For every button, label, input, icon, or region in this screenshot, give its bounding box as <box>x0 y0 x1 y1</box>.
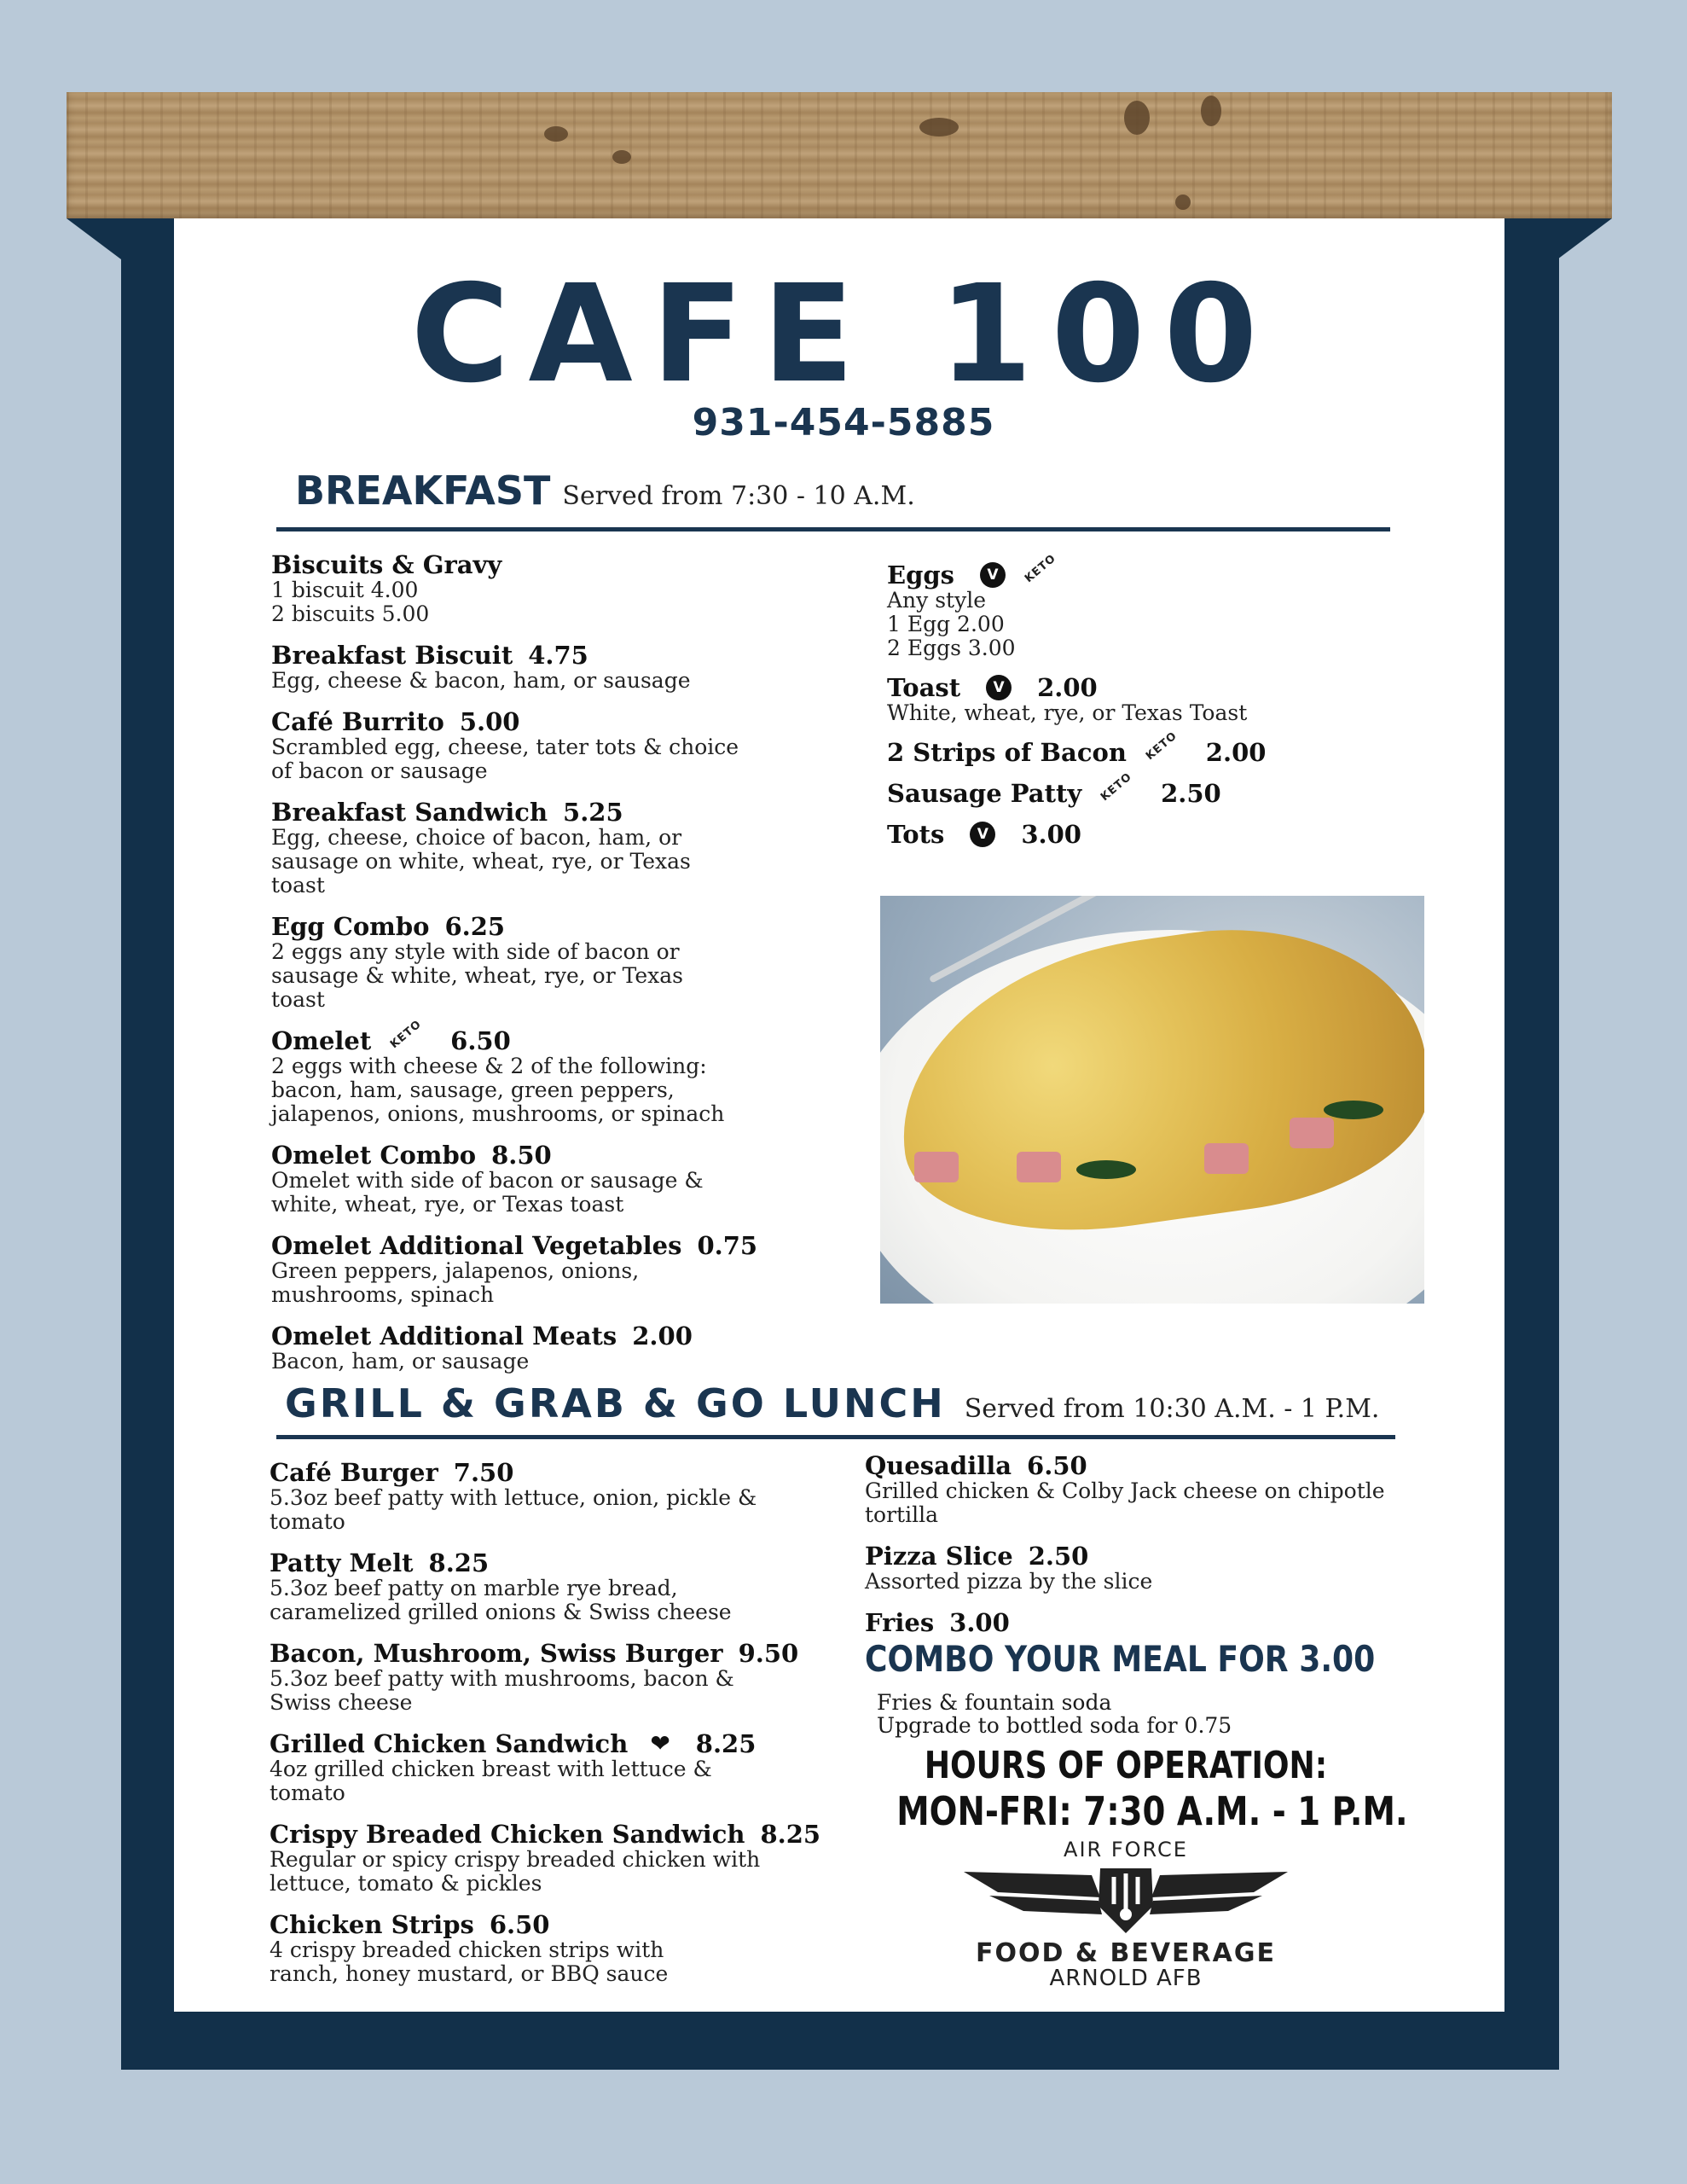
menu-item <box>270 1640 849 1715</box>
wood-knot <box>1201 96 1221 126</box>
menu-item-title <box>271 799 817 826</box>
item-price: 8.50 <box>491 1141 552 1170</box>
item-description: white, wheat, rye, or Texas toast <box>271 1192 624 1217</box>
menu-item <box>271 913 817 1012</box>
item-description: tomato <box>270 1780 345 1805</box>
vegetarian-icon: V <box>970 822 995 847</box>
item-name: 2 Strips of Bacon <box>887 738 1127 767</box>
item-description: Regular or spicy crispy breaded chicken with <box>270 1847 761 1872</box>
item-price: 8.25 <box>695 1729 757 1758</box>
item-price: 5.00 <box>459 707 520 736</box>
item-name: Omelet Combo <box>271 1141 477 1170</box>
menu-item-title <box>271 1232 817 1259</box>
item-description: tortilla <box>865 1502 938 1527</box>
item-description: caramelized grilled onions & Swiss cheese <box>270 1600 732 1624</box>
item-description: of bacon or sausage <box>271 758 488 783</box>
menu-item-title <box>887 770 1433 808</box>
item-name: Crispy Breaded Chicken Sandwich <box>270 1820 745 1849</box>
menu-item <box>271 1018 817 1126</box>
item-description: Any style <box>887 588 987 613</box>
item-name: Patty Melt <box>270 1548 414 1577</box>
breakfast-hours: Served from 7:30 - 10 A.M. <box>562 481 915 511</box>
item-description: Green peppers, jalapenos, onions, <box>271 1258 640 1283</box>
ham-piece <box>1204 1143 1249 1174</box>
menu-item-title <box>865 1609 1445 1636</box>
menu-item <box>865 1609 1445 1636</box>
menu-item-title <box>865 1452 1445 1479</box>
item-price: 6.50 <box>1027 1451 1087 1480</box>
item-description: Grilled chicken & Colby Jack cheese on chipotle <box>865 1478 1385 1503</box>
hours-times: MON-FRI: 7:30 A.M. - 1 P.M. <box>896 1788 1408 1834</box>
item-name: Chicken Strips <box>270 1910 474 1939</box>
menu-item <box>865 1542 1445 1594</box>
lunch-heading <box>285 1380 1379 1426</box>
combo-title: COMBO YOUR MEAL FOR 3.00 <box>865 1638 1376 1680</box>
item-description: 5.3oz beef patty with lettuce, onion, pickle & <box>270 1485 757 1510</box>
menu-item-title <box>271 642 817 669</box>
menu-item-title <box>887 552 1433 590</box>
frame-corner-left <box>67 218 121 259</box>
keto-badge-icon: KETO <box>1143 729 1180 764</box>
item-name: Biscuits & Gravy <box>271 550 502 579</box>
item-description: 2 Eggs 3.00 <box>887 636 1016 660</box>
item-price: 8.25 <box>428 1548 490 1577</box>
item-name: Omelet Additional Vegetables <box>271 1231 682 1260</box>
menu-item-title <box>270 1459 849 1486</box>
menu-item <box>271 708 817 783</box>
item-price: 3.00 <box>949 1608 1010 1637</box>
vegetarian-icon: V <box>980 562 1006 588</box>
menu-item-title <box>887 821 1433 848</box>
ham-piece <box>914 1152 959 1182</box>
item-description: sausage on white, wheat, rye, or Texas <box>271 849 691 874</box>
item-description: Egg, cheese, choice of bacon, ham, or <box>271 825 682 850</box>
keto-badge-icon: KETO <box>1022 552 1059 586</box>
keto-badge-icon: KETO <box>1099 770 1135 804</box>
menu-item <box>887 674 1433 725</box>
item-description: 4 crispy breaded chicken strips with <box>270 1937 664 1962</box>
breakfast-title: BREAKFAST <box>295 468 551 514</box>
item-name: Breakfast Biscuit <box>271 641 513 670</box>
menu-item <box>271 642 817 693</box>
item-description: Omelet with side of bacon or sausage & <box>271 1168 704 1193</box>
item-name: Café Burrito <box>271 707 444 736</box>
menu-item <box>270 1821 849 1896</box>
combo-description <box>877 1691 1232 1737</box>
ham-piece <box>1290 1118 1334 1148</box>
item-description: White, wheat, rye, or Texas Toast <box>887 700 1248 725</box>
menu-item <box>270 1459 849 1534</box>
item-description: toast <box>271 873 325 897</box>
menu-item <box>270 1730 849 1805</box>
spinach-piece <box>1324 1101 1383 1119</box>
menu-item <box>270 1549 849 1624</box>
menu-item-title <box>270 1730 849 1757</box>
item-name: Omelet Additional Meats <box>271 1321 617 1350</box>
item-description: Egg, cheese & bacon, ham, or sausage <box>271 668 691 693</box>
item-price: 6.50 <box>450 1026 511 1055</box>
item-description: tomato <box>270 1509 345 1534</box>
item-description: 4oz grilled chicken breast with lettuce & <box>270 1757 712 1781</box>
item-name: Toast <box>887 673 961 702</box>
menu-item <box>271 1322 817 1374</box>
item-description: 5.3oz beef patty on marble rye bread, <box>270 1576 678 1600</box>
menu-item-title <box>270 1911 849 1938</box>
item-name: Omelet <box>271 1026 372 1055</box>
item-name: Tots <box>887 820 945 849</box>
menu-item-title <box>271 551 817 578</box>
menu-item-title <box>271 1322 817 1350</box>
item-description: 2 eggs with cheese & 2 of the following: <box>271 1054 707 1078</box>
item-price: 2.00 <box>632 1321 693 1350</box>
wood-knot <box>612 150 631 164</box>
menu-item <box>271 1232 817 1307</box>
item-description: sausage & white, wheat, rye, or Texas <box>271 963 683 988</box>
breakfast-right-column <box>887 552 1433 862</box>
menu-item-title <box>270 1821 849 1848</box>
item-name: Sausage Patty <box>887 779 1082 808</box>
item-price: 2.00 <box>1205 738 1267 767</box>
wood-knot <box>1175 195 1191 210</box>
menu-item-title <box>271 708 817 735</box>
item-price: 6.25 <box>444 912 506 941</box>
item-description: 2 biscuits 5.00 <box>271 601 430 626</box>
item-price: 0.75 <box>697 1231 758 1260</box>
item-price: 9.50 <box>738 1639 799 1668</box>
item-price: 5.25 <box>563 798 623 827</box>
frame-corner-right <box>1557 218 1612 259</box>
item-name: Quesadilla <box>865 1451 1012 1480</box>
menu-item-title <box>271 913 817 940</box>
logo-arnold-afb: ARNOLD AFB <box>1049 1966 1203 1991</box>
item-name: Pizza Slice <box>865 1542 1013 1571</box>
logo-air-force: AIR FORCE <box>1064 1838 1188 1862</box>
combo-line-2: Upgrade to bottled soda for 0.75 <box>877 1713 1232 1738</box>
item-description: mushrooms, spinach <box>271 1282 495 1307</box>
item-description: ranch, honey mustard, or BBQ sauce <box>270 1961 669 1986</box>
menu-item-title <box>271 1141 817 1169</box>
item-price: 2.00 <box>1037 673 1098 702</box>
combo-line-1: Fries & fountain soda <box>877 1690 1112 1715</box>
item-name: Bacon, Mushroom, Swiss Burger <box>270 1639 723 1668</box>
cafe-title: CAFE 100 <box>410 256 1277 413</box>
breakfast-left-column <box>271 551 817 1389</box>
hours-title: HOURS OF OPERATION: <box>924 1744 1328 1787</box>
menu-item-title <box>887 674 1433 701</box>
air-force-wings-logo-icon <box>964 1863 1288 1935</box>
menu-item <box>887 552 1433 660</box>
menu-item-title <box>270 1640 849 1667</box>
omelet-photo <box>880 896 1424 1304</box>
item-name: Egg Combo <box>271 912 430 941</box>
keto-badge-icon: KETO <box>388 1018 425 1052</box>
item-name: Fries <box>865 1608 935 1637</box>
wood-knot <box>544 126 568 142</box>
menu-item <box>271 1141 817 1217</box>
menu-item-title <box>271 1018 817 1055</box>
item-description: 1 biscuit 4.00 <box>271 578 419 602</box>
heart-healthy-icon: ❤ <box>650 1729 670 1757</box>
item-description: Assorted pizza by the slice <box>865 1569 1153 1594</box>
menu-item <box>271 799 817 897</box>
wood-header-board <box>67 92 1612 218</box>
item-description: jalapenos, onions, mushrooms, or spinach <box>271 1101 725 1126</box>
menu-item <box>865 1452 1445 1527</box>
ham-piece <box>1017 1152 1061 1182</box>
lunch-right-column <box>865 1452 1445 1652</box>
menu-item-title <box>887 729 1433 767</box>
item-description: lettuce, tomato & pickles <box>270 1871 542 1896</box>
item-price: 4.75 <box>528 641 588 670</box>
item-description: toast <box>271 987 325 1012</box>
lunch-hours: Served from 10:30 A.M. - 1 P.M. <box>964 1394 1380 1424</box>
menu-item <box>887 729 1433 767</box>
item-description: 1 Egg 2.00 <box>887 612 1005 636</box>
item-description: 2 eggs any style with side of bacon or <box>271 939 680 964</box>
item-name: Grilled Chicken Sandwich <box>270 1729 629 1758</box>
menu-item <box>270 1911 849 1986</box>
breakfast-heading <box>295 468 915 514</box>
item-price: 6.50 <box>489 1910 550 1939</box>
phone-number: 931-454-5885 <box>692 401 995 444</box>
lunch-left-column <box>270 1459 849 2001</box>
item-price: 3.00 <box>1021 820 1081 849</box>
wood-knot <box>919 118 959 136</box>
item-description: Scrambled egg, cheese, tater tots & choice <box>271 735 739 759</box>
vegetarian-icon: V <box>986 675 1012 700</box>
item-price: 7.50 <box>453 1458 514 1487</box>
lunch-title: GRILL & GRAB & GO LUNCH <box>285 1380 946 1426</box>
menu-item <box>887 770 1433 808</box>
item-price: 2.50 <box>1161 779 1221 808</box>
wood-knot <box>1124 101 1150 135</box>
item-description: 5.3oz beef patty with mushrooms, bacon & <box>270 1666 734 1691</box>
item-price: 8.25 <box>760 1820 821 1849</box>
menu-item-title <box>270 1549 849 1577</box>
spinach-piece <box>1076 1160 1136 1179</box>
menu-item <box>271 551 817 626</box>
item-description: Swiss cheese <box>270 1690 413 1715</box>
item-price: 2.50 <box>1028 1542 1089 1571</box>
item-description: Bacon, ham, or sausage <box>271 1349 530 1374</box>
item-name: Café Burger <box>270 1458 438 1487</box>
menu-item <box>887 821 1433 848</box>
item-name: Eggs <box>887 561 954 590</box>
item-name: Breakfast Sandwich <box>271 798 548 827</box>
lunch-rule <box>276 1435 1395 1439</box>
logo-food-beverage: FOOD & BEVERAGE <box>976 1938 1276 1968</box>
menu-item-title <box>865 1542 1445 1570</box>
breakfast-rule <box>276 527 1390 531</box>
item-description: bacon, ham, sausage, green peppers, <box>271 1077 675 1102</box>
